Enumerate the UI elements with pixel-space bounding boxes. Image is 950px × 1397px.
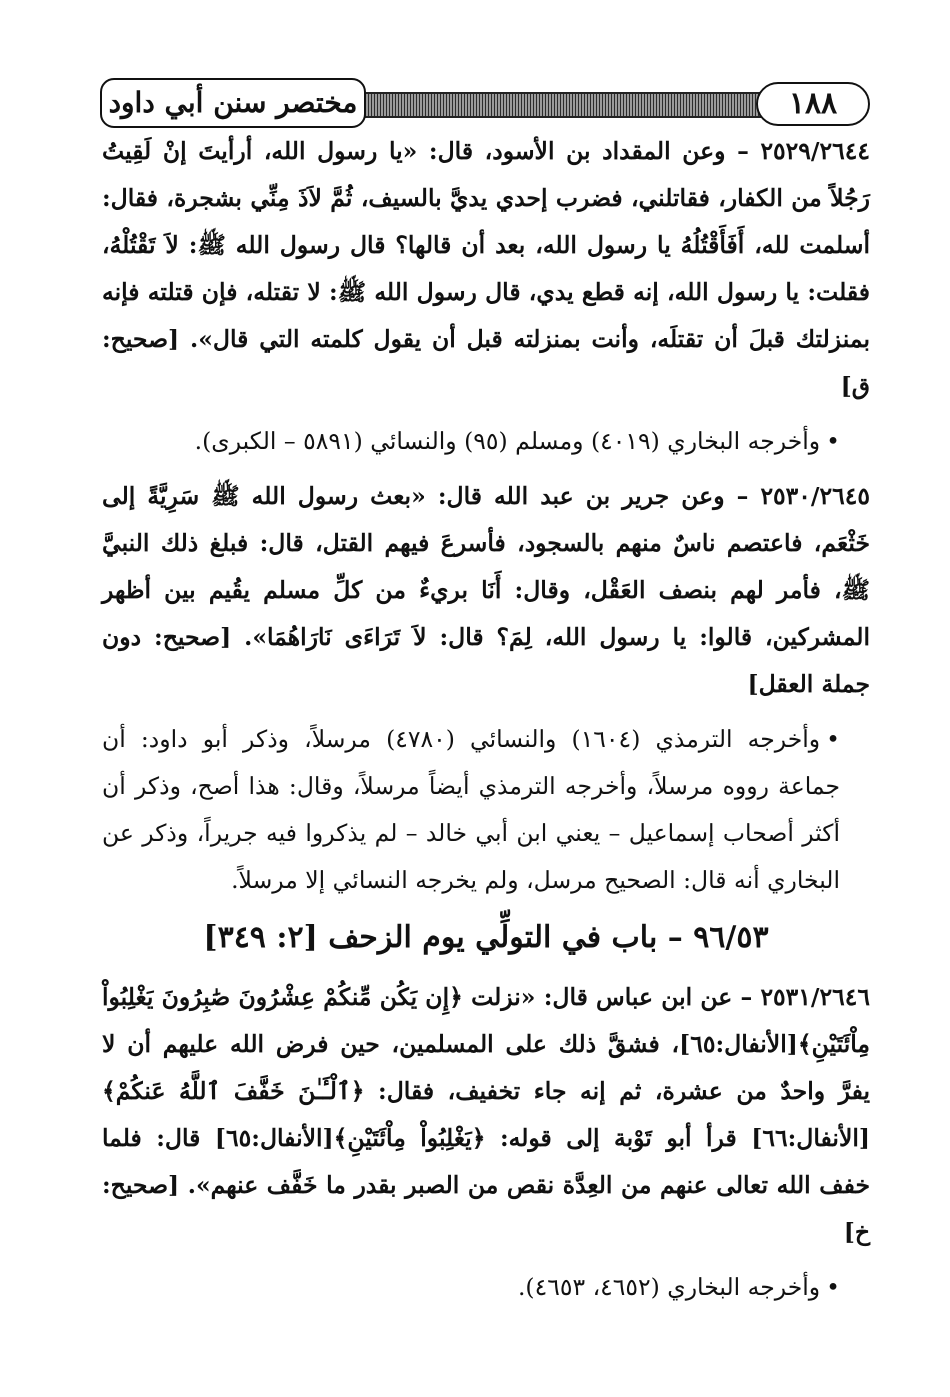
- book-title: مختصر سنن أبي داود: [100, 78, 366, 128]
- takhrij-note-2645: [102, 716, 870, 904]
- bullet-icon: •: [826, 725, 841, 753]
- bullet-icon: •: [826, 427, 840, 455]
- page-body: [102, 128, 870, 1311]
- takhrij-note-text: وأخرجه البخاري (٤٠١٩) ومسلم (٩٥) والنسائي (٥٨٩١ – الكبرى).: [194, 427, 821, 455]
- hadith-2645: ٢٥٣٠/٢٦٤٥ – وعن جرير بن عبد الله قال: «بعث رسول الله ﷺ سَرِيَّةً إلى خَثْعَم، فاعتصم ناسٌ منهم بالسجود، فأسرعَ فيهم القتل، قال: فبلغ ذلك النبيَّ ﷺ، فأمر لهم بنصف العَقْل، وقال: أَنَا بريءٌ من كلِّ مسلم يقُيم بين أظهر المشركين، قالوا: يا رسول الله، لِمَ؟ قال: لاَ تَرَاءَى نَارَاهُمَا». [صحيح: دون جملة العقل]: [102, 482, 870, 698]
- takhrij-note-text: وأخرجه الترمذي (١٦٠٤) والنسائي (٤٧٨٠) مرسلاً، وذكر أبو داود: أن جماعة رووه مرسلاً، وأخرجه الترمذي أيضاً مرسلاً، وقال: هذا أصح، وذكر أن أكثر أصحاب إسماعيل – يعني ابن أبي خالد – لم يذكروا فيه جريراً، وذكر عن البخاري أنه قال: الصحيح مرسل، ولم يخرجه النسائي إلا مرسلاً.: [102, 725, 840, 894]
- hadith-2644: ٢٥٢٩/٢٦٤٤ – وعن المقداد بن الأسود، قال: «يا رسول الله، أرأيتَ إنْ لَقِيتُ رَجُلاً من الكفار، فقاتلني، فضرب إحدي يديَّ بالسيف، ثُمَّ لاَذَ مِنِّي بشجرة، فقال: أسلمت لله، أَفَأَقْتُلُهُ يا رسول الله، بعد أن قالها؟ قال رسول الله ﷺ: لاَ تَقْتُلْهُ، فقلت: يا رسول الله، إنه قطع يدي، قال رسول الله ﷺ: لا تقتله، فإن قتلته فإنه بمنزلتك قبلَ أن تقتلَه، وأنت بمنزلته قبل أن يقول كلمته التي قال». [صحيح: ق]: [102, 137, 870, 400]
- bullet-icon: •: [826, 1273, 840, 1301]
- page-number: ١٨٨: [756, 82, 870, 126]
- takhrij-note-2644: [102, 418, 870, 465]
- chapter-heading: ٩٦/٥٣ – باب في التولِّي يوم الزحف [٢: ٣٤٩]: [203, 920, 769, 955]
- header-ornament-band: [350, 92, 770, 118]
- takhrij-note-text: وأخرجه البخاري (٤٦٥٢، ٤٦٥٣).: [517, 1273, 821, 1301]
- hadith-2646: ٢٥٣١/٢٦٤٦ – عن ابن عباس قال: «نزلت ﴿إِن يَكُن مِّنكُمْ عِشْرُونَ صَٰبِرُونَ يَغْلِبُواْ مِاْئَتَيْنِ﴾[الأنفال:٦٥]، فشقَّ ذلك على المسلمين، حين فرض الله عليهم أن لا يفرَّ واحدٌ من عشرة، ثم إنه جاء تخفيف، فقال: ﴿ٱلْـَٔـٰنَ خَفَّفَ ٱللَّهُ عَنكُمْ﴾[الأنفال:٦٦] قرأ أبو تَوْبة إلى قوله: ﴿يَغْلِبُواْ مِاْئَتَيْنِ﴾[الأنفال:٦٥] قال: فلما خفف الله تعالى عنهم من العِدَّة نقص من الصبر بقدر ما خَفَّف عنهم». [صحيح: خ]: [102, 983, 871, 1246]
- takhrij-note-2646: [102, 1264, 870, 1311]
- page-header: [100, 78, 870, 128]
